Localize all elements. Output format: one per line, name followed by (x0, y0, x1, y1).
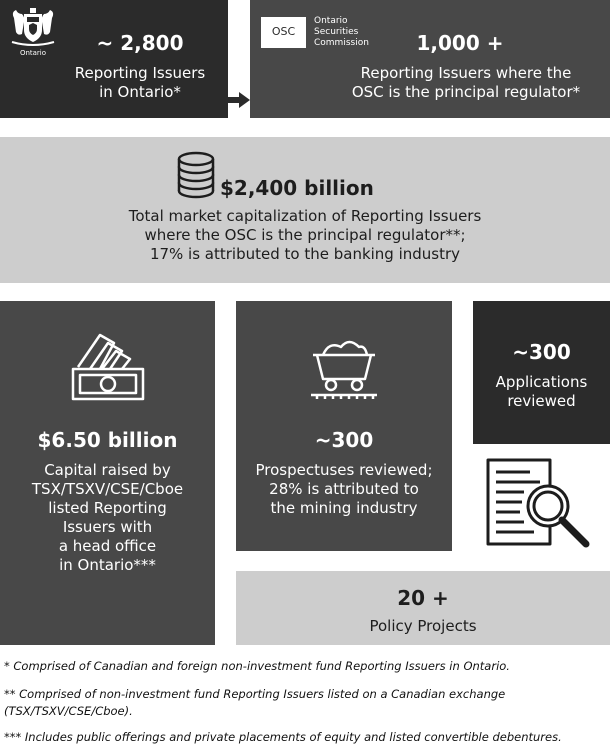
prospectuses-stat: ~300 (314, 428, 374, 452)
osc-principal-regulator-panel (250, 0, 610, 118)
capital-raised-line3: listed Reporting (48, 499, 167, 517)
policy-projects-panel (236, 571, 610, 645)
capital-raised-line6: in Ontario*** (59, 556, 156, 574)
policy-projects-stat: 20 + (397, 586, 449, 610)
footnote-2-line2: (TSX/TSXV/CSE/Cboe). (4, 704, 133, 718)
reporting-issuers-label-line2: in Ontario* (99, 83, 181, 101)
applications-line2: reviewed (507, 392, 576, 410)
footnote-2-line1: ** Comprised of non-investment fund Reporting Issuers listed on a Canadian exchange (4, 687, 506, 701)
osc-logo-line3: Commission (314, 38, 369, 48)
applications-line1: Applications (495, 373, 588, 391)
osc-logo-abbrev: OSC (271, 25, 296, 38)
prospectuses-panel (236, 301, 452, 551)
reporting-issuers-stat: ~ 2,800 (96, 31, 184, 55)
ontario-coat-of-arms-icon (8, 8, 58, 52)
market-cap-label-line2: where the OSC is the principal regulator**; (144, 226, 466, 244)
ontario-logo-caption: Ontario (19, 49, 47, 57)
osc-regulated-issuers-label-line1: Reporting Issuers where the (360, 64, 572, 82)
osc-logo-line1: Ontario (314, 16, 348, 26)
prospectuses-line3: the mining industry (270, 499, 418, 517)
mining-cart-icon (309, 337, 379, 401)
prospectuses-line1: Prospectuses reviewed; (255, 461, 433, 479)
applications-panel (473, 301, 610, 444)
capital-raised-line1: Capital raised by (44, 461, 171, 479)
market-cap-label-line3: 17% is attributed to the banking industry (149, 245, 461, 263)
osc-regulated-issuers-label-line2: OSC is the principal regulator* (351, 83, 581, 101)
coin-stack-icon (176, 151, 216, 201)
reporting-issuers-panel (0, 0, 228, 118)
connector-arrow-icon (226, 92, 252, 108)
capital-raised-panel (0, 301, 215, 645)
reporting-issuers-label-line1: Reporting Issuers (74, 64, 206, 82)
footnote-1: * Comprised of Canadian and foreign non-investment fund Reporting Issuers in Ontario. (4, 659, 510, 673)
applications-stat: ~300 (512, 340, 571, 364)
capital-raised-line2: TSX/TSXV/CSE/Cboe (31, 480, 184, 498)
document-search-icon (486, 458, 596, 550)
market-cap-label-line1: Total market capitalization of Reporting Issuers (128, 207, 482, 225)
capital-raised-line4: Issuers with (62, 518, 153, 536)
osc-logo-line2: Securities (314, 27, 359, 37)
cash-bills-icon (70, 331, 146, 401)
policy-projects-label: Policy Projects (369, 617, 477, 635)
osc-regulated-issuers-stat: 1,000 + (416, 31, 504, 55)
prospectuses-line2: 28% is attributed to (269, 480, 419, 498)
capital-raised-stat: $6.50 billion (37, 428, 178, 452)
footnote-3: *** Includes public offerings and private placements of equity and listed convertible debentures. (4, 730, 562, 744)
market-capitalization-panel (0, 137, 610, 283)
capital-raised-line5: a head office (58, 537, 157, 555)
market-cap-stat: $2,400 billion (220, 176, 374, 200)
